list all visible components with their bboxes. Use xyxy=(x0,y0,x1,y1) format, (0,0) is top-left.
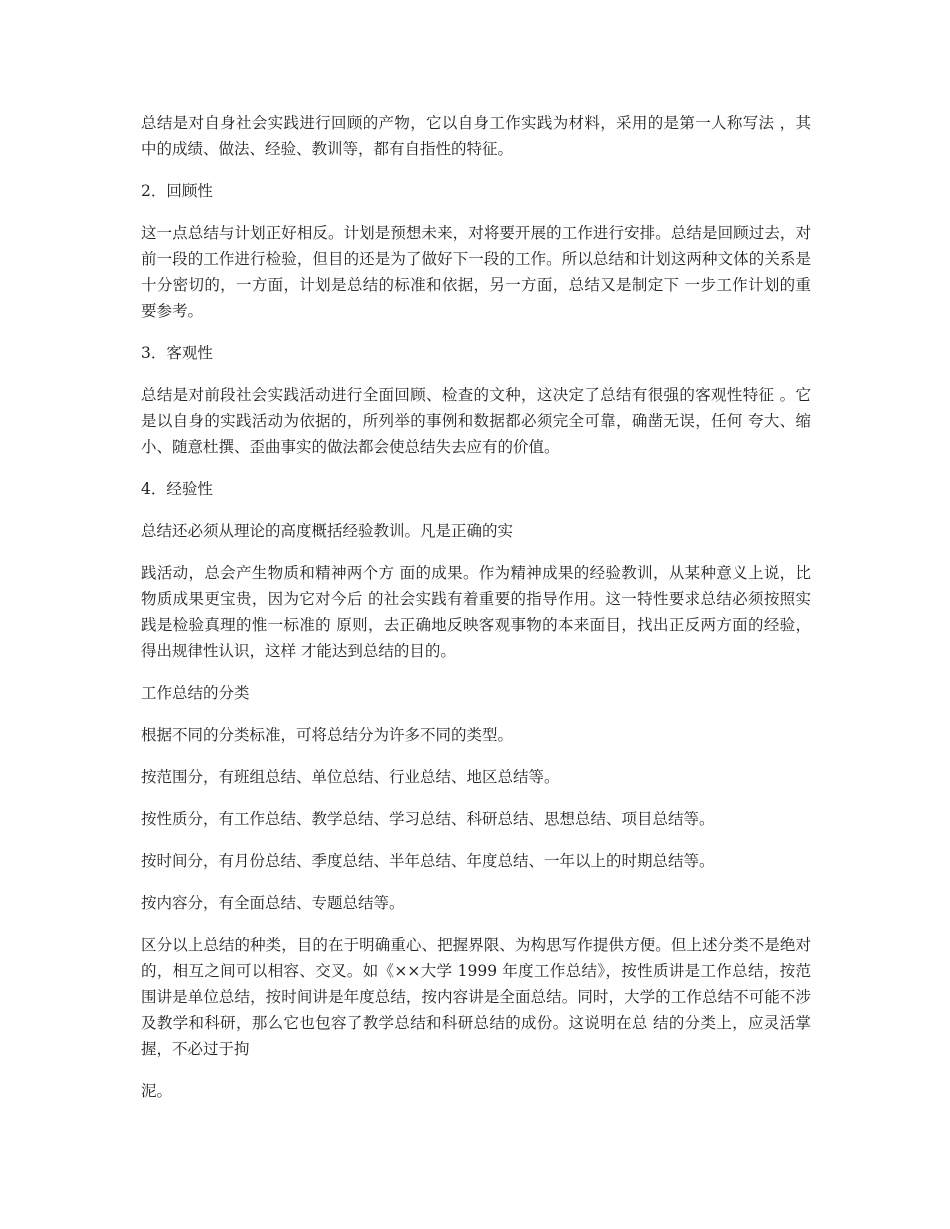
paragraph-by-scope: 按范围分，有班组总结、单位总结、行业总结、地区总结等。 xyxy=(141,768,560,786)
heading-objectivity: 3．客观性 xyxy=(141,344,213,362)
paragraph-tail: 泥。 xyxy=(141,1082,173,1100)
heading-retrospective: 2．回顾性 xyxy=(141,182,213,200)
paragraph-by-time: 按时间分，有月份总结、季度总结、半年总结、年度总结、一年以上的时期总结等。 xyxy=(141,852,715,870)
paragraph-distinction: 区分以上总结的种类，目的在于明确重心、把握界限、为构思写作提供方便。但上述分类不是绝对的，相互之间可以相容、交叉。如《××大学 1999 年度工作总结》，按性质讲是工作总结，按范围讲是单位总结，按时间讲是年度总结，按内容讲是全面总结。同时，大学的工作总结不可能不涉及教学和科研，那么它也包容了教学总结和科研总结的成份。这说明在总 结的分类上，应灵活掌握，不必过于拘 xyxy=(141,936,811,1058)
document-page xyxy=(141,110,811,1120)
paragraph-experience: 践活动，总会产生物质和精神两个方 面的成果。作为精神成果的经验教训，从某种意义上说，比物质成果更宝贵，因为它对今后 的社会实践有着重要的指导作用。这一特性要求总结必须按照实践是检验真理的惟一标准的 原则，去正确地反映客观事物的本来面目，找出正反两方面的经验，得出规律性认识，这样 才能达到总结的目的。 xyxy=(141,564,811,660)
heading-experience: 4．经验性 xyxy=(141,480,213,498)
heading-classification: 工作总结的分类 xyxy=(141,684,250,702)
paragraph-retrospective: 这一点总结与计划正好相反。计划是预想未来，对将要开展的工作进行安排。总结是回顾过去，对前一段的工作进行检验，但目的还是为了做好下一段的工作。所以总结和计划这两种文体的关系是十分密切的，一方面，计划是总结的标准和依据，另一方面，总结又是制定下 一步工作计划的重要参考。 xyxy=(141,224,811,320)
paragraph-objectivity: 总结是对前段社会实践活动进行全面回顾、检查的文种，这决定了总结有很强的客观性特征 。它是以自身的实践活动为依据的，所列举的事例和数据都必须完全可靠，确凿无误，任何 夸大、缩小、随意杜撰、歪曲事实的做法都会使总结失去应有的价值。 xyxy=(141,386,811,456)
paragraph-self-reference: 总结是对自身社会实践进行回顾的产物，它以自身工作实践为材料，采用的是第一人称写法 ，其中的成绩、做法、经验、教训等，都有自指性的特征。 xyxy=(141,114,811,158)
paragraph-classification-intro: 根据不同的分类标准，可将总结分为许多不同的类型。 xyxy=(141,726,514,744)
paragraph-by-content: 按内容分，有全面总结、专题总结等。 xyxy=(141,894,405,912)
paragraph-by-nature: 按性质分，有工作总结、教学总结、学习总结、科研总结、思想总结、项目总结等。 xyxy=(141,810,715,828)
paragraph-experience-intro: 总结还必须从理论的高度概括经验教训。凡是正确的实 xyxy=(141,522,514,540)
